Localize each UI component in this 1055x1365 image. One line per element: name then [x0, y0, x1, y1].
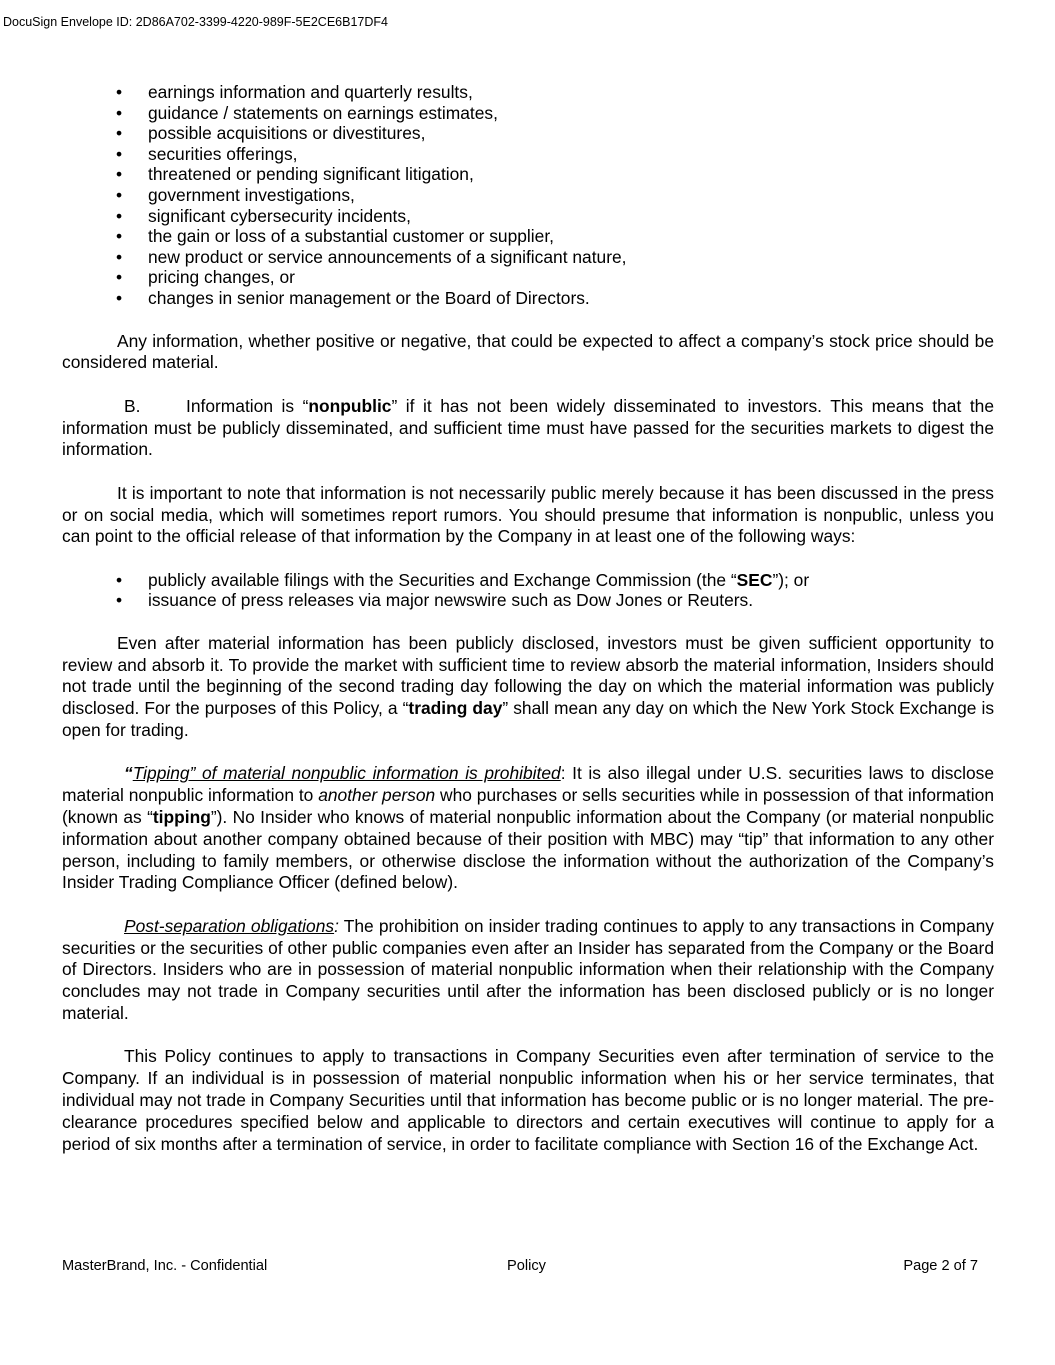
docusign-envelope-id: DocuSign Envelope ID: 2D86A702-3399-4220-989F-5E2CE6B17DF4	[3, 15, 388, 29]
footer-company: MasterBrand, Inc. - Confidential	[62, 1258, 268, 1274]
material-info-examples-list	[62, 82, 994, 309]
paragraph-trading-day: Even after material information has been publicly disclosed, investors must be given sufficient opportunity to review and absorb it. To provide the market with sufficient time to review absorb the material information, Insiders should not trade until the beginning of the second trading day following the day on which the material information was publicly disclosed. For the purposes of this Policy, a “trading day” shall mean any day on which the New York Stock Exchange is open for trading.	[62, 632, 995, 741]
paragraph-material-definition: Any information, whether positive or negative, that could be expected to affect a company’s stock price should be considered material.	[62, 330, 994, 373]
list-item: • government investigations,	[62, 185, 994, 206]
list-item: • guidance / statements on earnings estimates,	[62, 103, 994, 124]
document-body	[62, 82, 994, 1155]
page-number: Page 2 of 7	[903, 1258, 978, 1274]
paragraph-tipping: “Tipping” of material nonpublic information is prohibited: It is also illegal under U.S. securities laws to disclose material nonpublic information to another person who purchases or sells securities while in possession of that information (known as “tipping”). No Insider who knows of material nonpublic information about the Company (or material nonpublic information about another company obtained because of their position with MBC) may “tip” that information to any other person, including to family members, or otherwise disclose the information without the authorization of the Company’s Insider Trading Compliance Officer (defined below).	[62, 763, 995, 893]
list-item: • pricing changes, or	[62, 267, 994, 288]
paragraph-policy-continues: This Policy continues to apply to transactions in Company Securities even after termination of service to the Company. If an individual is in possession of material nonpublic information when his or her service terminates, that individual may not trade in Company Securities until that information has become public or is no longer material. The pre-clearance procedures specified below and applicable to directors and certain executives will continue to apply for a period of six months after a termination of service, in order to facilitate compliance with Section 16 of the Exchange Act.	[62, 1046, 994, 1154]
public-release-ways-list	[62, 570, 994, 611]
list-item: • securities offerings,	[62, 144, 994, 165]
list-item: • issuance of press releases via major newswire such as Dow Jones or Reuters.	[62, 590, 994, 611]
list-item: • changes in senior management or the Board of Directors.	[62, 288, 994, 309]
list-item: • possible acquisitions or divestitures,	[62, 123, 994, 144]
paragraph-press-rumors: It is important to note that information is not necessarily public merely because it has been discussed in the press or on social media, which will sometimes report rumors. You should presume that information is nonpublic, unless you can point to the official release of that information by the Company in at least one of the following ways:	[62, 482, 994, 547]
tipping-open-quote: “	[124, 763, 133, 784]
section-b-text-after: ” if it has not been widely disseminated to investors. This means that the information must be publicly disseminated, and sufficient time must have passed for the securities markets to digest the information.	[62, 395, 995, 460]
tipping-heading: Tipping” of material nonpublic information is prohibited	[132, 763, 561, 784]
list-item: • publicly available filings with the Securities and Exchange Commission (the “SEC”); or	[62, 570, 994, 591]
term-nonpublic: nonpublic	[308, 395, 392, 416]
paragraph-post-separation: Post-separation obligations: The prohibition on insider trading continues to apply to any transactions in Company securities or the securities of other public companies even after an Insider has separated from the Company or the Board of Directors. Insiders who are in possession of material nonpublic information when their relationship with the Company concludes may not trade in Company securities until after the information has been disclosed publicly or is no longer material.	[62, 915, 994, 1024]
footer-title: Policy	[507, 1258, 546, 1274]
list-item: • new product or service announcements of a significant nature,	[62, 247, 994, 268]
list-item: • the gain or loss of a substantial customer or supplier,	[62, 226, 994, 247]
list-item: • significant cybersecurity incidents,	[62, 206, 994, 227]
post-separation-heading: Post-separation obligations	[124, 915, 335, 936]
section-b-text-before: Information is “	[186, 395, 309, 416]
section-b-nonpublic	[62, 396, 994, 461]
term-trading-day: trading day	[408, 698, 503, 719]
term-tipping: tipping	[152, 807, 211, 828]
section-letter: B.	[124, 395, 141, 416]
emphasis-another-person: another person	[318, 785, 436, 806]
list-item: • earnings information and quarterly results,	[62, 82, 994, 103]
term-sec: SEC	[736, 569, 773, 590]
list-item: • threatened or pending significant litigation,	[62, 164, 994, 185]
